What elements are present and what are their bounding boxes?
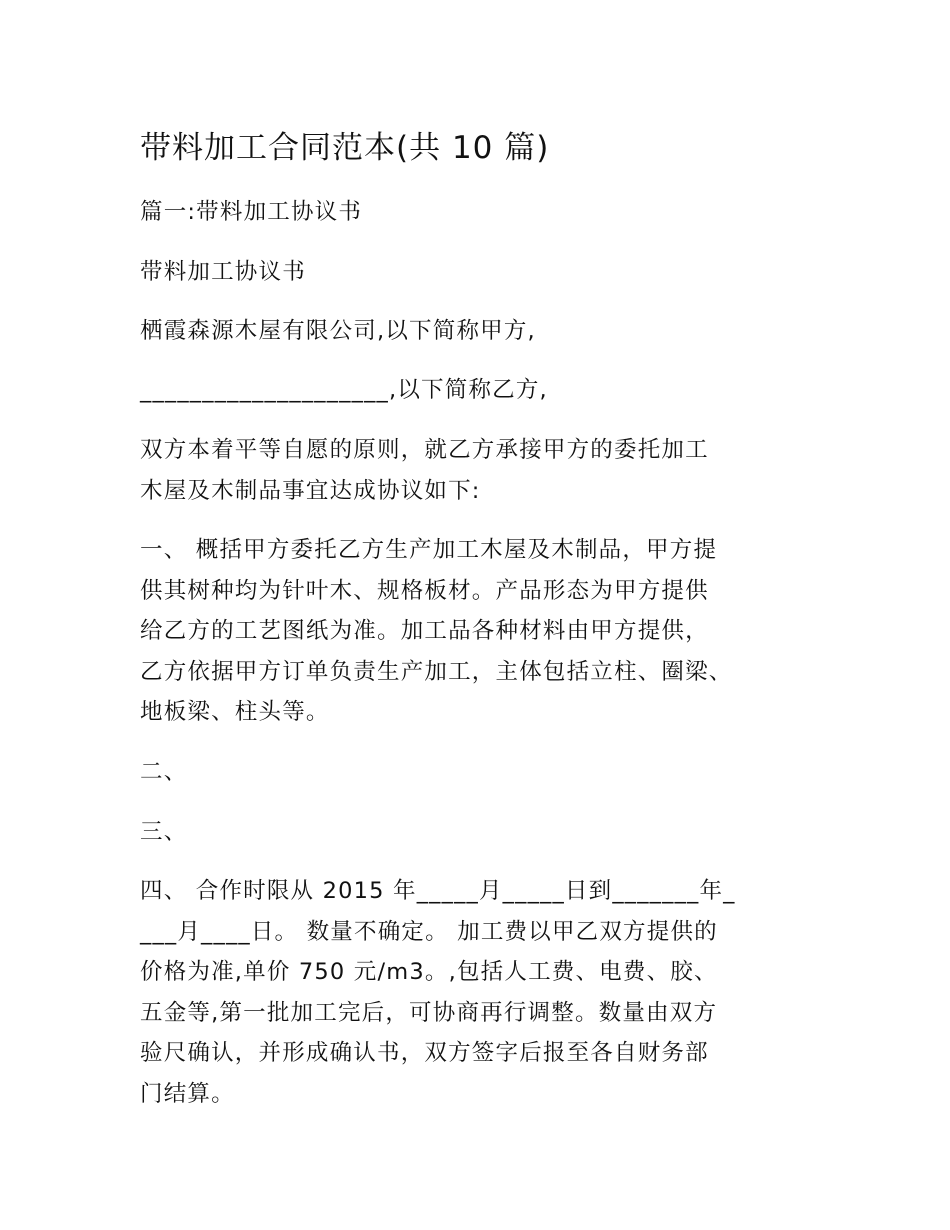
clause-1-line: 一、 概括甲方委托乙方生产加工木屋及木制品，甲方提 — [140, 537, 718, 563]
section-heading-text: 篇一:带料加工协议书 — [140, 199, 363, 225]
clause-2-paragraph — [140, 752, 810, 793]
clause-4-line: ___月____日。 数量不确定。 加工费以甲乙双方提供的 — [140, 918, 718, 945]
document-title: 带料加工合同范本(共 10 篇) — [140, 130, 550, 166]
clause-1-line: 地板梁、柱头等。 — [140, 699, 330, 725]
clause-4-paragraph — [140, 871, 810, 1114]
clause-1-paragraph — [140, 530, 810, 733]
party-b-text: ____________________,以下简称乙方, — [140, 377, 548, 403]
clause-4-line: 验尺确认，并形成确认书，双方签字后报至各自财务部 — [140, 1040, 709, 1066]
clause-1-line: 给乙方的工艺图纸为准。加工品各种材料由甲方提供， — [140, 618, 709, 644]
agreement-subheading — [140, 252, 810, 293]
intro-line: 木屋及木制品事宜达成协议如下: — [140, 477, 481, 504]
party-a-paragraph — [140, 311, 810, 352]
clause-2-text: 二、 — [140, 759, 188, 785]
clause-4-line: 价格为准,单价 750 元/m3。,包括人工费、电费、胶、 — [140, 959, 718, 985]
agreement-subheading-text: 带料加工协议书 — [140, 259, 306, 285]
intro-paragraph — [140, 430, 810, 511]
party-a-text: 栖霞森源木屋有限公司,以下简称甲方, — [140, 318, 536, 344]
party-b-paragraph — [140, 370, 810, 411]
clause-1-line: 乙方依据甲方订单负责生产加工，主体包括立柱、圈梁、 — [140, 658, 733, 685]
clause-4-line: 门结算。 — [140, 1080, 235, 1107]
clause-4-line: 五金等,第一批加工完后，可协商再行调整。数量由双方 — [140, 999, 718, 1026]
clause-1-line: 供其树种均为针叶木、规格板材。产品形态为甲方提供 — [140, 577, 709, 604]
clause-4-line: 四、 合作时限从 2015 年_____月_____日到_______年_ — [140, 878, 736, 904]
section-heading — [140, 192, 810, 233]
intro-line: 双方本着平等自愿的原则，就乙方承接甲方的委托加工 — [140, 437, 709, 463]
clause-3-text: 三、 — [140, 819, 188, 845]
clause-3-paragraph — [140, 812, 810, 853]
